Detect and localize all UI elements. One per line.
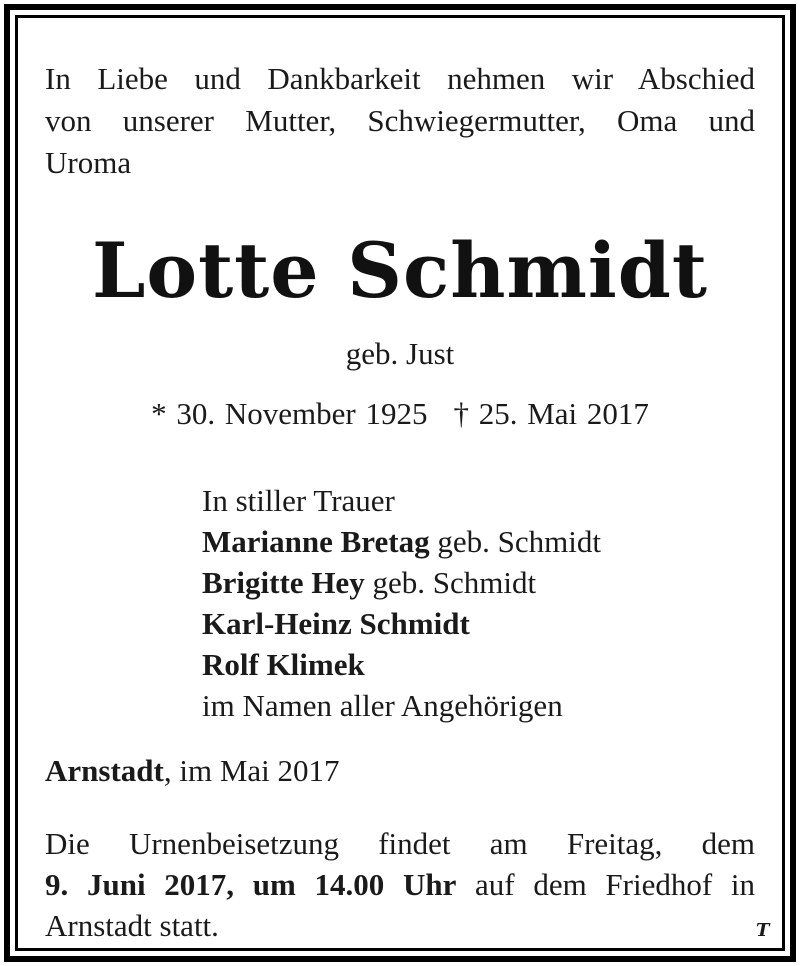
mourner-4 [202,644,601,685]
mourner-4-name: Rolf Klimek [202,647,365,682]
intro-line-1: In Liebe und Dankbarkeit nehmen wir Abschied [45,61,755,96]
place-month: , im Mai 2017 [163,753,340,788]
place-city: Arnstadt [45,753,164,788]
obituary-notice [45,58,756,943]
mourner-1-suffix: geb. Schmidt [429,524,601,559]
publisher-mark: T [756,920,770,941]
mourner-2 [202,562,601,603]
burial-line-3: Arnstadt statt. [45,908,219,943]
life-dates [45,396,755,432]
deceased-name: Lotte Schmidt [91,226,709,315]
mourner-3-name: Karl-Heinz Schmidt [202,606,470,641]
intro-text [45,58,755,184]
mourner-2-suffix: geb. Schmidt [364,565,537,600]
burial-location: auf dem Friedhof in [456,867,756,902]
mourners-closing: im Namen aller Angehörigen [202,688,563,723]
intro-line-3: Uroma [45,145,132,180]
mourner-2-name: Brigitte Hey [202,565,365,600]
intro-line-2: von unserer Mutter, Schwiegermutter, Oma und [45,103,755,138]
death-date: † 25. Mai 2017 [453,396,649,431]
mourners-list [202,480,601,726]
mourner-1-name: Marianne Bretag [202,524,430,559]
burial-line-1: Die Urnenbeisetzung findet am Freitag, dem [45,826,755,861]
mourners-heading: In stiller Trauer [202,483,395,518]
burial-info [45,823,755,946]
place-date [45,753,340,789]
mourner-1 [202,521,601,562]
birth-date: * 30. November 1925 [151,396,428,431]
burial-line-2 [45,864,755,905]
burial-date: 9. Juni 2017, um 14.00 Uhr [45,867,457,902]
birth-name: geb. Just [345,336,455,371]
mourner-3 [202,603,601,644]
